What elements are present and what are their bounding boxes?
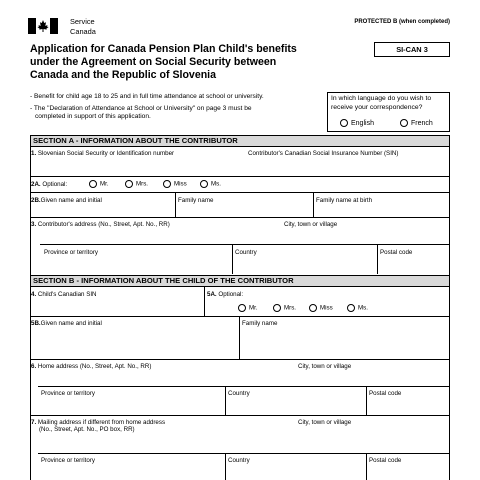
- contributor-sin-field[interactable]: Contributor's Canadian Social Insurance Number (SIN): [248, 150, 399, 157]
- language-french-label: French: [411, 119, 433, 127]
- q7-label-line-1: Mailing address if different from home address: [37, 419, 166, 426]
- family-name-at-birth-field[interactable]: Family name at birth: [316, 197, 373, 204]
- home-province-field[interactable]: Province or territory: [41, 390, 95, 397]
- radio-mrs[interactable]: [273, 304, 281, 312]
- divider: [38, 386, 450, 387]
- form-code: SI-CAN 3: [374, 42, 450, 57]
- mailing-address-field[interactable]: [31, 419, 165, 433]
- radio-mrs[interactable]: [125, 180, 133, 188]
- title-option-mr[interactable]: [89, 180, 109, 188]
- language-question-line-1: In which language do you wish to: [331, 95, 432, 102]
- child-title-option-ms[interactable]: [347, 304, 368, 312]
- child-title-mr-label: Mr.: [249, 304, 258, 312]
- q5a-label: Optional:: [218, 291, 244, 298]
- divider: [30, 192, 450, 193]
- q5a-number: 5A.: [207, 291, 217, 298]
- agency-line-1: Service: [70, 17, 95, 26]
- mailing-city-field[interactable]: City, town or village: [298, 419, 352, 426]
- language-option-english[interactable]: [340, 119, 374, 128]
- title-line-3: Canada and the Republic of Slovenia: [30, 69, 217, 81]
- mailing-country-field[interactable]: Country: [228, 457, 250, 464]
- divider: [175, 192, 176, 217]
- divider: [30, 359, 450, 360]
- q6-label: Home address (No., Street, Apt. No., RR): [37, 363, 152, 370]
- radio-ms[interactable]: [200, 180, 208, 188]
- postal-code-field[interactable]: Postal code: [380, 249, 413, 256]
- q7-number: 7.: [31, 419, 37, 426]
- home-postal-code-field[interactable]: Postal code: [369, 390, 402, 397]
- q1-label: Slovenian Social Security or Identification number: [37, 150, 175, 157]
- q1-field[interactable]: [31, 150, 174, 157]
- divider: [377, 244, 378, 274]
- note-bullet-2: [30, 105, 320, 121]
- q3-number: 3.: [31, 221, 37, 228]
- q5a-optional-label: [207, 291, 243, 298]
- q3-label: Contributor's address (No., Street, Apt. No., RR): [37, 221, 170, 228]
- given-name-field[interactable]: [31, 197, 102, 204]
- q2a-optional-label: [31, 181, 67, 188]
- contributor-address-field[interactable]: [31, 221, 170, 228]
- section-a-heading: SECTION A - INFORMATION ABOUT THE CONTRIBUTOR: [30, 135, 450, 147]
- title-miss-label: Miss: [174, 180, 187, 188]
- divider: [225, 386, 226, 415]
- note-bullet-2-line-1: - The "Declaration of Attendance at School or University" on page 3 must be: [30, 105, 252, 112]
- language-english-label: English: [351, 119, 374, 127]
- radio-french[interactable]: [400, 119, 408, 127]
- canada-flag-icon: [28, 18, 58, 34]
- family-name-field[interactable]: Family name: [178, 197, 214, 204]
- q1-number: 1.: [31, 150, 37, 157]
- home-address-field[interactable]: [31, 363, 151, 370]
- divider: [30, 217, 450, 218]
- child-title-option-mr[interactable]: [238, 304, 258, 312]
- title-line-2: under the Agreement on Social Security between: [30, 56, 277, 68]
- mailing-postal-code-field[interactable]: Postal code: [369, 457, 402, 464]
- form-left-border: [30, 135, 31, 480]
- divider: [225, 453, 226, 480]
- q4-label: Child's Canadian SIN: [37, 291, 97, 298]
- divider: [30, 415, 450, 416]
- divider: [204, 287, 205, 317]
- province-field[interactable]: Province or territory: [44, 249, 98, 256]
- q2b-given-label: Given name and initial: [40, 197, 102, 204]
- q4-number: 4.: [31, 291, 37, 298]
- protected-label: PROTECTED B (when completed): [354, 19, 450, 25]
- divider: [40, 244, 450, 245]
- q6-number: 6.: [31, 363, 37, 370]
- divider: [239, 316, 240, 360]
- child-sin-field[interactable]: [31, 291, 97, 298]
- title-ms-label: Ms.: [211, 180, 221, 188]
- child-title-mrs-label: Mrs.: [284, 304, 297, 312]
- form-right-border: [449, 135, 450, 480]
- divider: [313, 192, 314, 217]
- mailing-province-field[interactable]: Province or territory: [41, 457, 95, 464]
- divider: [366, 453, 367, 480]
- child-title-option-mrs[interactable]: [273, 304, 296, 312]
- divider: [232, 244, 233, 274]
- title-mrs-label: Mrs.: [136, 180, 149, 188]
- city-field[interactable]: City, town or village: [284, 221, 338, 228]
- note-bullet-2-line-2: completed in support of this application.: [35, 113, 151, 120]
- title-line-1: Application for Canada Pension Plan Child's benefits: [30, 43, 297, 55]
- child-title-option-miss[interactable]: [309, 304, 333, 312]
- divider: [30, 316, 450, 317]
- q5b-given-label: Given name and initial: [40, 320, 102, 327]
- radio-miss[interactable]: [309, 304, 317, 312]
- radio-ms[interactable]: [347, 304, 355, 312]
- form-title: [30, 43, 350, 82]
- country-field[interactable]: Country: [235, 249, 257, 256]
- q7-label-line-2: (No., Street, Apt. No., PO box, RR): [39, 426, 135, 433]
- child-title-ms-label: Ms.: [358, 304, 368, 312]
- agency-name: [70, 17, 96, 36]
- child-family-name-field[interactable]: Family name: [242, 320, 278, 327]
- divider: [30, 176, 450, 177]
- title-option-mrs[interactable]: [125, 180, 148, 188]
- radio-mr[interactable]: [238, 304, 246, 312]
- note-bullet-1: - Benefit for child age 18 to 25 and in full time attendance at school or university.: [30, 93, 264, 100]
- q5b-number: 5B.: [31, 320, 41, 327]
- divider: [38, 453, 450, 454]
- child-title-miss-label: Miss: [320, 304, 333, 312]
- language-option-french[interactable]: [400, 119, 433, 128]
- radio-mr[interactable]: [89, 180, 97, 188]
- radio-miss[interactable]: [163, 180, 171, 188]
- q2a-number: 2A.: [31, 181, 41, 188]
- q2a-label: Optional:: [42, 181, 68, 188]
- radio-english[interactable]: [340, 119, 348, 127]
- agency-line-2: Canada: [70, 26, 96, 36]
- title-option-ms[interactable]: [200, 180, 221, 188]
- child-given-name-field[interactable]: [31, 320, 102, 327]
- title-mr-label: Mr.: [100, 180, 109, 188]
- home-country-field[interactable]: Country: [228, 390, 250, 397]
- divider: [366, 386, 367, 415]
- title-option-miss[interactable]: [163, 180, 187, 188]
- q2b-number: 2B.: [31, 197, 41, 204]
- language-question-line-2: receive your correspondence?: [331, 103, 423, 111]
- home-city-field[interactable]: City, town or village: [298, 363, 352, 370]
- section-b-heading: SECTION B - INFORMATION ABOUT THE CHILD OF THE CONTRIBUTOR: [30, 275, 450, 287]
